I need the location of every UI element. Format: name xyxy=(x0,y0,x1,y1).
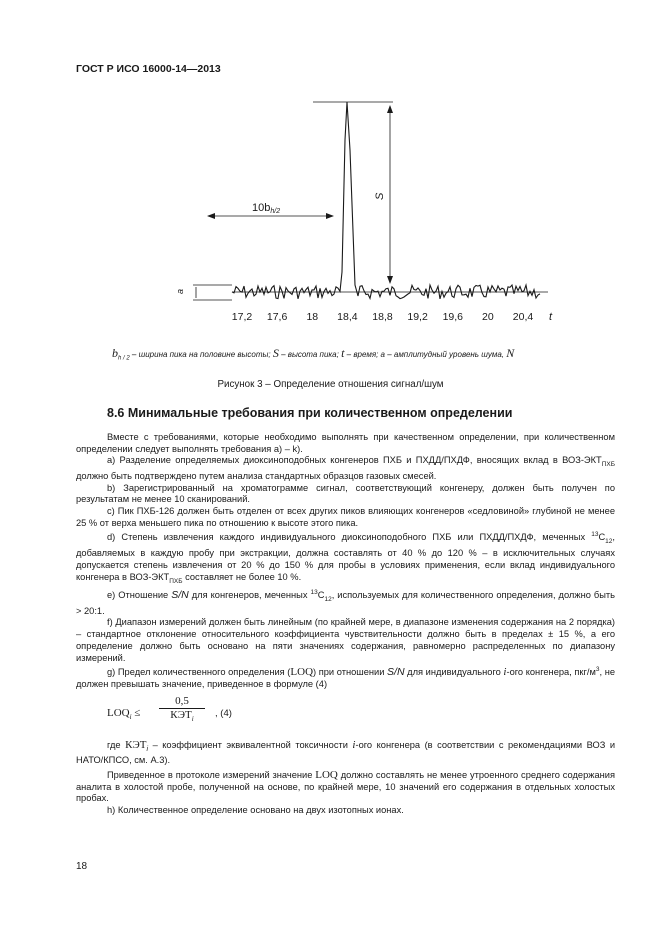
legend-sym-s: S xyxy=(272,346,279,360)
x-tick-label: 18,8 xyxy=(372,311,393,323)
paragraph-a-text: а) Разделение определяемых диоксиноподобных конгенеров ПХБ и ПХДД/ПХДФ, вносящих вклад в ВОЗ-ЭКТ xyxy=(107,455,602,466)
paragraph-d-carbon: C xyxy=(598,532,606,543)
x-tick-label: 20,4 xyxy=(512,311,534,323)
paragraph-e-sn: S/N xyxy=(171,589,189,602)
paragraph-g-sup: 3 xyxy=(595,666,600,674)
formula-loq: LOQ xyxy=(107,706,130,719)
paragraph-e xyxy=(76,587,615,617)
legend-desc-s: – высота пика; xyxy=(281,350,339,359)
width-label-main: 10b xyxy=(252,202,271,214)
signal-trace xyxy=(232,102,540,299)
paragraph-d-sub2: ПХБ xyxy=(169,577,183,585)
figure-caption: Рисунок 3 – Определение отношения сигнал/шум xyxy=(217,379,444,390)
paragraph-d-sup: 13 xyxy=(591,531,599,539)
paragraph-protocol-loq: LOQ xyxy=(315,769,338,782)
paragraph-g-sn: S/N xyxy=(387,666,405,679)
paragraph-e-text1: e) Отношение xyxy=(107,590,172,601)
paragraph-g-text5: , не должен превышать значение, приведенное в формуле (4) xyxy=(76,667,615,690)
x-tick-label: 17,2 xyxy=(231,311,253,323)
paragraph-where-text2: – коэффициент эквивалентной токсичности xyxy=(148,739,353,750)
paragraph-protocol-text1: Приведенное в протоколе измерений значение xyxy=(107,770,316,781)
legend-desc-t: – время; a – амплитудный уровень шума, xyxy=(346,350,505,359)
x-axis-ticks xyxy=(232,311,534,323)
x-tick-label: 18,4 xyxy=(337,311,358,323)
peak-height-label: S xyxy=(374,192,386,200)
width-label-sub: h/2 xyxy=(270,208,281,215)
paragraph-where-text1: где xyxy=(107,739,126,750)
paragraph-where-sub: i xyxy=(146,745,149,753)
document-header: ГОСТ Р ИСО 16000-14—2013 xyxy=(76,63,221,75)
x-tick-label: 17,6 xyxy=(266,311,288,323)
formula-denominator xyxy=(159,709,205,726)
x-tick-label: 19,2 xyxy=(407,311,428,323)
snr-figure xyxy=(0,0,661,340)
paragraph-g-text4: -ого конгенера, пкг/м xyxy=(506,667,596,678)
formula-ket: КЭТ xyxy=(170,709,192,722)
paragraph-g-loq: LOQ xyxy=(290,666,314,679)
paragraph-e-sub: 12 xyxy=(324,596,332,604)
paragraph-g-text1: g) Предел количественного определения ( xyxy=(107,667,291,678)
x-tick-label: 18 xyxy=(306,311,319,323)
paragraph-e-text2: для конгенеров, меченных xyxy=(188,590,311,601)
paragraph-where-text3: -ого конгенера (в соответствии с рекомендациями ВОЗ и НАТО/КПСО, см. А.3). xyxy=(76,739,616,766)
noise-label: a xyxy=(175,288,185,294)
formula-numerator: 0,5 xyxy=(159,696,205,710)
paragraph-intro: Вместе с требованиями, которые необходимо выполнять при качественном определении, при количественном определении следует выполнять требования а) – k). xyxy=(76,432,615,454)
legend-sym-b: b xyxy=(112,346,118,360)
formula-lhs-sub: i xyxy=(129,712,132,721)
paragraph-where-ket: КЭТ xyxy=(125,738,147,751)
paragraph-e-text3: , используемых для количественного определения, должно быть > 20:1. xyxy=(76,590,615,616)
paragraph-e-sup: 13 xyxy=(310,589,318,597)
paragraph-g-text3: для индивидуального xyxy=(404,667,504,678)
formula-lhs xyxy=(107,708,140,724)
paragraph-d-text3: составляет не более 10 %. xyxy=(182,571,302,582)
formula-fraction xyxy=(159,696,205,727)
paragraph-d-sub: 12 xyxy=(605,538,613,546)
paragraph-g xyxy=(76,664,615,691)
width-label xyxy=(252,202,280,215)
paragraph-g-text2: ) при отношении xyxy=(313,667,388,678)
paragraph-d-text2: , добавляемых в каждую пробу при экстракции, должна составлять от 40 % до 120 % – в исключительных случаях допускается степень извлечения от 20 % до 150 % для пробы в условиях применения, если вклад индивидуального конгенера в ВОЗ-ЭКТ xyxy=(76,532,615,582)
paragraph-protocol xyxy=(76,770,615,805)
page-number: 18 xyxy=(76,861,88,872)
legend-sym-n: N xyxy=(506,346,515,360)
x-axis-label: t xyxy=(549,311,553,323)
paragraph-b: b) Зарегистрированный на хроматограмме сигнал, соответствующий конгенеру, должен быть получен по результатам не менее 10 сканирований. xyxy=(76,482,615,505)
x-tick-label: 20 xyxy=(482,311,494,323)
paragraph-d xyxy=(76,529,615,587)
formula-4 xyxy=(107,696,615,736)
paragraph-a-sub: ПХБ xyxy=(601,461,615,469)
figure-legend xyxy=(112,346,514,362)
section-heading: 8.6 Минимальные требования при количественном определении xyxy=(107,406,513,420)
formula-op: ≤ xyxy=(131,706,141,719)
paragraph-d-text1: d) Степень извлечения каждого индивидуального диоксиноподобного ПХБ или ПХДД/ПХДФ, меченных xyxy=(107,532,592,543)
paragraph-where xyxy=(76,740,615,767)
paragraph-protocol-text2: должно составлять не менее утроенного среднего содержания аналита в холостой пробе, полученной на основе, по крайней мере, 10 значений его содержания в отдельных холостых пробах. xyxy=(76,770,616,804)
paragraph-a-tail: должно быть подтверждено путем анализа стандартных образцов газовых смесей. xyxy=(76,470,437,481)
paragraph-c: c) Пик ПХБ-126 должен быть отделен от всех других пиков влияющих конгенеров «седловиной» глубиной не менее 25 % от верха меньшего пика по отношению к высоте этого пика. xyxy=(76,506,615,528)
x-tick-label: 19,6 xyxy=(442,311,464,323)
paragraph-where-i: i xyxy=(352,738,356,751)
formula-number: , (4) xyxy=(215,707,232,719)
paragraph-h: h) Количественное определение основано на двух изотопных ионах. xyxy=(107,805,404,816)
formula-den-sub: i xyxy=(191,715,194,724)
paragraph-a xyxy=(76,455,615,482)
legend-sym-t: t xyxy=(341,346,345,360)
paragraph-e-carbon: C xyxy=(317,590,325,601)
paragraph-g-i: i xyxy=(503,666,507,679)
legend-desc-b: – ширина пика на половине высоты; xyxy=(131,350,271,359)
body-text xyxy=(76,432,615,817)
legend-sym-b-sub: h / 2 xyxy=(118,355,130,362)
paragraph-f: f) Диапазон измерений должен быть линейным (по крайней мере, в диапазоне изменения содержания на 2 порядка) – стандартное отклонение относительного коэффициента чувствительности должно быть в пределах ± 15 %, а его определение должно быть основано на пяти значениях содержания, равномерно распределенных по диапазону измерений. xyxy=(76,617,615,663)
